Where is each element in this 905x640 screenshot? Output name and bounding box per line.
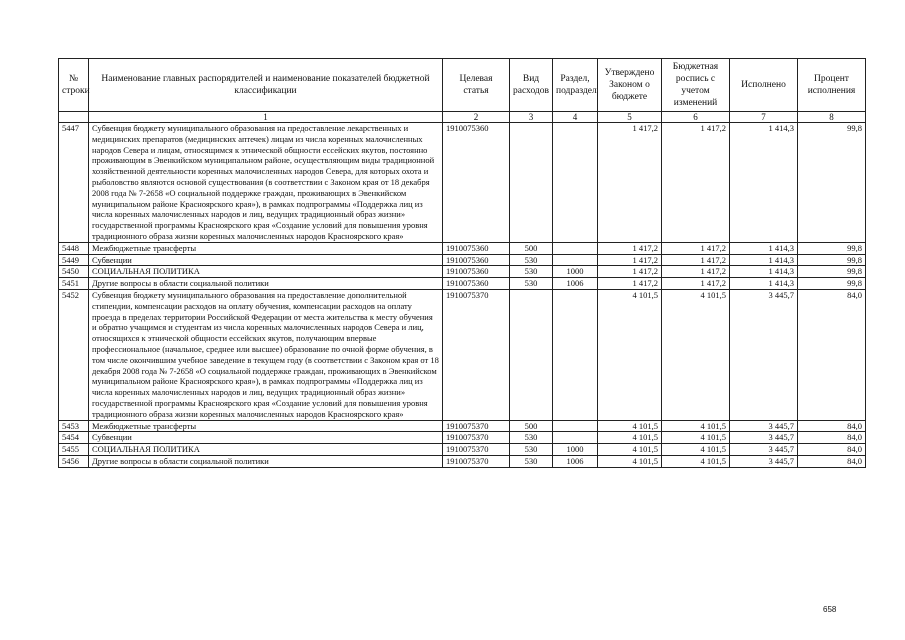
row-number: 5451 [59,278,89,290]
row-target-code: 1910075370 [443,289,510,420]
row-target-code: 1910075360 [443,254,510,266]
budget-table [58,58,866,468]
row-target-code: 1910075360 [443,266,510,278]
col-header-budget: Бюджетная роспись с учетом изменений [662,59,730,112]
table-row [59,289,866,420]
row-vid: 530 [510,266,553,278]
row-vid [510,289,553,420]
row-vid: 530 [510,278,553,290]
row-approved: 4 101,5 [598,289,662,420]
row-number: 5454 [59,432,89,444]
row-name: Субвенция бюджету муниципального образования на предоставление лекарственных и медицинских препаратов (медицинских аптечек) лицам из числа коренных малочисленных народов Севера и лицам, относящимся к этнической общности ессейских якутов, постоянно проживающим в Эвенкийском муниципальном районе, осуществляющим виды традиционной хозяйственной деятельности коренных малочисленных народов Севера, для которых охота и рыболовство являются основой существования (в соответствии с Законом края от 18 декабря 2008 года № 7-2658 «О социальной поддержке граждан, проживающих в Эвенкийском муниципальном районе Красноярского края»), в рамках подпрограммы «Поддержка лиц из числа коренных малочисленных народов и лиц, ведущих традиционный образ жизни» государственной программы Красноярского края «Создание условий для повышения уровня традиционного образа жизни коренных малочисленных народов Красноярского края» [89,123,443,243]
row-percent: 84,0 [798,444,866,456]
row-percent: 99,8 [798,266,866,278]
row-target-code: 1910075360 [443,123,510,243]
row-number: 5455 [59,444,89,456]
row-done: 3 445,7 [730,432,798,444]
row-approved: 1 417,2 [598,254,662,266]
col-header-no: № строки [59,59,89,112]
col-header-name: Наименование главных распорядителей и наименование показателей бюджетной классификации [89,59,443,112]
col-header-percent: Процент исполнения [798,59,866,112]
row-percent: 84,0 [798,455,866,467]
row-razdel [553,123,598,243]
row-vid [510,123,553,243]
col-header-done: Исполнено [730,59,798,112]
row-done: 1 414,3 [730,242,798,254]
column-number [59,112,89,123]
row-done: 3 445,7 [730,420,798,432]
col-header-razdel: Раздел, подраздел [553,59,598,112]
column-number: 6 [662,112,730,123]
row-target-code: 1910075370 [443,444,510,456]
row-vid: 530 [510,432,553,444]
row-name: СОЦИАЛЬНАЯ ПОЛИТИКА [89,266,443,278]
row-percent: 84,0 [798,432,866,444]
row-number: 5447 [59,123,89,243]
row-razdel [553,289,598,420]
row-budget: 4 101,5 [662,420,730,432]
row-number: 5453 [59,420,89,432]
row-budget: 4 101,5 [662,289,730,420]
row-name: Другие вопросы в области социальной политики [89,278,443,290]
row-budget: 1 417,2 [662,242,730,254]
row-razdel [553,432,598,444]
column-number: 5 [598,112,662,123]
row-percent: 99,8 [798,242,866,254]
row-done: 1 414,3 [730,254,798,266]
row-razdel [553,420,598,432]
row-target-code: 1910075370 [443,432,510,444]
row-name: Субвенции [89,254,443,266]
row-number: 5450 [59,266,89,278]
row-vid: 530 [510,455,553,467]
column-number: 8 [798,112,866,123]
row-razdel: 1006 [553,278,598,290]
row-name: Субвенция бюджету муниципального образования на предоставление дополнительной стипендии, компенсации расходов на оплату обучения, компенсации расходов на оплату проезда в пределах территории Российской Федерации от места жительства к месту обучения и обратно учащимся и студентам из числа коренных малочисленных народов Севера и лиц, относящихся к этнической общности ессейских якутов, получающим впервые профессиональное (начальное, среднее или высшее) образование по очной форме обучения, в том числе окончившим учебное заведение в текущем году (в соответствии с Законом края от 18 декабря 2008 года № 7-2658 «О социальной поддержке граждан, проживающих в Эвенкийском муниципальном районе Красноярского края»), в рамках подпрограммы «Поддержка лиц из числа коренных малочисленных народов и лиц, ведущих традиционный образ жизни» государственной программы Красноярского края «Создание условий для повышения уровня традиционного образа жизни коренных малочисленных народов Красноярского края» [89,289,443,420]
row-approved: 1 417,2 [598,242,662,254]
row-approved: 1 417,2 [598,266,662,278]
column-number: 2 [443,112,510,123]
row-budget: 1 417,2 [662,266,730,278]
row-name: Межбюджетные трансферты [89,242,443,254]
table-body [59,123,866,468]
row-budget: 1 417,2 [662,254,730,266]
row-number: 5452 [59,289,89,420]
table-row [59,455,866,467]
row-budget: 1 417,2 [662,123,730,243]
header-row [59,59,866,112]
row-done: 3 445,7 [730,289,798,420]
row-number: 5448 [59,242,89,254]
table-row [59,278,866,290]
row-name: Субвенции [89,432,443,444]
row-budget: 4 101,5 [662,444,730,456]
row-target-code: 1910075360 [443,242,510,254]
row-razdel: 1000 [553,266,598,278]
row-vid: 530 [510,444,553,456]
row-razdel [553,242,598,254]
col-header-vid: Вид расходов [510,59,553,112]
row-budget: 1 417,2 [662,278,730,290]
row-budget: 4 101,5 [662,455,730,467]
row-target-code: 1910075360 [443,278,510,290]
row-percent: 84,0 [798,289,866,420]
row-razdel [553,254,598,266]
row-approved: 1 417,2 [598,278,662,290]
row-razdel: 1000 [553,444,598,456]
row-name: СОЦИАЛЬНАЯ ПОЛИТИКА [89,444,443,456]
row-number: 5456 [59,455,89,467]
row-approved: 4 101,5 [598,444,662,456]
row-approved: 4 101,5 [598,455,662,467]
row-done: 3 445,7 [730,455,798,467]
row-done: 1 414,3 [730,266,798,278]
table-row [59,444,866,456]
table-row [59,266,866,278]
row-target-code: 1910075370 [443,420,510,432]
row-percent: 99,8 [798,278,866,290]
table-row [59,254,866,266]
row-approved: 1 417,2 [598,123,662,243]
row-razdel: 1006 [553,455,598,467]
row-number: 5449 [59,254,89,266]
column-number: 4 [553,112,598,123]
row-percent: 84,0 [798,420,866,432]
row-done: 1 414,3 [730,278,798,290]
row-budget: 4 101,5 [662,432,730,444]
column-number: 1 [89,112,443,123]
row-name: Межбюджетные трансферты [89,420,443,432]
row-approved: 4 101,5 [598,432,662,444]
row-vid: 500 [510,242,553,254]
row-approved: 4 101,5 [598,420,662,432]
col-header-approved: Утверждено Законом о бюджете [598,59,662,112]
table-row [59,123,866,243]
row-percent: 99,8 [798,254,866,266]
row-percent: 99,8 [798,123,866,243]
row-name: Другие вопросы в области социальной политики [89,455,443,467]
row-done: 1 414,3 [730,123,798,243]
table-row [59,242,866,254]
row-vid: 530 [510,254,553,266]
row-vid: 500 [510,420,553,432]
table-row [59,432,866,444]
page-number: 658 [823,605,837,614]
column-number-row [59,112,866,123]
column-number: 3 [510,112,553,123]
col-header-target: Целевая статья [443,59,510,112]
column-number: 7 [730,112,798,123]
row-done: 3 445,7 [730,444,798,456]
table-row [59,420,866,432]
row-target-code: 1910075370 [443,455,510,467]
